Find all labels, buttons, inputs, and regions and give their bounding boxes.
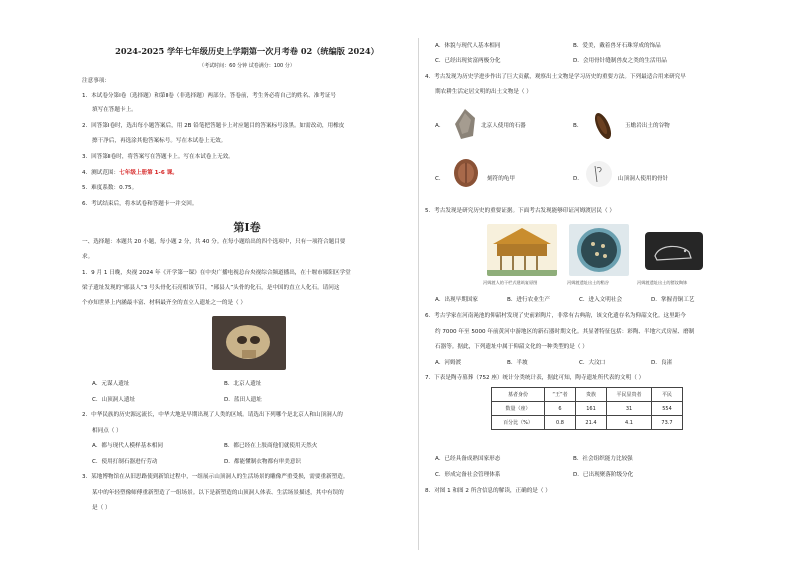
table-header-cell: 平民显贵者: [607, 388, 652, 402]
q4-stem-2: 期农耕生活定居文明的出土文物是（ ）: [435, 89, 532, 95]
q5-caption-1: 河姆渡人的干栏式建筑复原图: [483, 280, 538, 285]
note-2-cont: 擦干净后，再选涂其他答案标号。写在本试卷上无效。: [92, 138, 227, 144]
q2-option-b: B．都已经在上肢商他们就使用天然火: [224, 443, 318, 449]
q1-option-b: B．北京人遗址: [224, 381, 262, 387]
note-2: 2．回答第Ⅰ卷时，选出每小题答案后，用 2B 铅笔把答题卡上对应题目的答案标号涂黑。如需改动，用橡皮: [82, 123, 345, 129]
table-row: [492, 402, 683, 416]
table-cell: 21.4: [576, 416, 607, 430]
q4-option-c-letter: C．: [435, 176, 445, 182]
q1-option-d: D．蓝田人遗址: [224, 397, 262, 403]
table-cell: 百分比（%）: [492, 416, 545, 430]
section-intro: 一、选择题：本题共 20 小题，每小题 2 分，共 40 分。在每小题给出的四个选项中，只有一项符合题目要: [82, 239, 346, 245]
note-1: 1．本试卷分第Ⅰ卷（选择题）和第Ⅱ卷（非选择题）两部分。答卷前，考生务必将自己的姓名、准考证号: [82, 93, 337, 99]
bone-needle-image: [585, 160, 613, 188]
table-header-row: [492, 388, 683, 402]
q7-option-d: D．已出现聚落阶级分化: [573, 472, 634, 478]
q6-option-c: C．大汶口: [579, 360, 606, 366]
q6-option-b: B．半坡: [507, 360, 528, 366]
q1-stem-3: 个亦知世界上内涵最丰富、材料最齐全的直立人遗址之一的是（ ）: [82, 300, 246, 306]
note-5: 5．难度系数：0.75。: [82, 185, 138, 191]
q5-option-c: C．进入文明社会: [579, 297, 623, 303]
q4-option-b-letter: B．: [573, 123, 583, 129]
q6-stem-1: 6．考古学家在河南渑池的仰韶村发现了史前彩陶片，非常有古典韵，该文化遗存名为仰韶文化。这里距今: [425, 313, 686, 319]
q5-option-b: B．进行农业生产: [507, 297, 550, 303]
skull-fossil-image: [212, 316, 286, 370]
grain-image: [587, 108, 621, 142]
q3-option-d: D．会用骨针缝制兽皮之类的生活用品: [573, 58, 667, 64]
section-intro-cont: 求。: [82, 254, 94, 260]
q4-option-b: 玉蟾岩出土的谷物: [625, 123, 670, 129]
burial-stats-table: [491, 387, 683, 430]
q3-option-a: A．体貌与现代人基本相同: [435, 43, 501, 49]
q2-option-a: A．都与现代人模样基本相同: [92, 443, 163, 449]
q4-option-a: 北京人使用的石器: [481, 123, 526, 129]
q2-option-d: D．都能懂制衣物都有审美意识: [224, 459, 302, 465]
column-divider: [418, 38, 419, 550]
q6-option-d: D．良渚: [651, 360, 673, 366]
exam-subtitle: （考试时间：60 分钟 试卷满分：100 分）: [199, 63, 295, 69]
q4-option-c: 刻符的龟甲: [487, 176, 515, 182]
note-3: 3．回答第Ⅱ卷时，将答案写在答题卡上。写在本试卷上无效。: [82, 154, 234, 160]
q1-option-c: C．山顶洞人遗址: [92, 397, 136, 403]
q7-stem: 7．下表是陶寺墓葬（752 座）统计分类统计表，据此可知，陶寺遗址所代表的文明（ ）: [425, 375, 645, 381]
table-cell: 6: [545, 402, 576, 416]
q3-option-c: C．已经出现贫富两极分化: [435, 58, 501, 64]
q5-option-a: A．出现早期国家: [435, 297, 478, 303]
q6-stem-2: 约 7000 年至 5000 年前黄河中游地区的新石器时期文化。其显著特征包括：彩陶、半地穴式房屋、磨制: [435, 329, 695, 335]
q6-option-a: A．河姆渡: [435, 360, 462, 366]
q5-caption-3: 河姆渡遗址出土的猪纹陶钵: [637, 280, 688, 285]
table-cell: 73.7: [652, 416, 683, 430]
q4-option-a-letter: A．: [435, 123, 445, 129]
q4-option-d-letter: D．: [573, 176, 583, 182]
table-header-cell: 平民: [652, 388, 683, 402]
rice-grain-image: [569, 224, 629, 276]
q6-stem-3: 石器等。据此，下列遗址中属于仰韶文化的一种类型的是（ ）: [435, 344, 588, 350]
q5-option-d: D．掌握青铜工艺: [651, 297, 695, 303]
q3-stem-3: 是（ ）: [92, 505, 111, 511]
table-cell: 31: [607, 402, 652, 416]
q3-option-b: B．爱美，戴着兽牙石珠穿成的饰品: [573, 43, 661, 49]
table-row: [492, 416, 683, 430]
stilt-house-image: [487, 224, 557, 276]
stone-tool-image: [453, 108, 477, 140]
q1-stem-2: 梁子遗址发现的“郧县人”3 号头骨化石亮相该节目，“郧县人”头骨的化石，是中国的直立人化石。请问这: [82, 285, 340, 291]
exam-title: 2024-2025 学年七年级历史上学期第一次月考卷 02（统编版 2024）: [115, 46, 379, 56]
q3-stem-2: 某中的年轻塑像师傅重新塑造了一组场景。以下是新塑造的山顶洞人体表、生活场景描述，其中有误的: [92, 490, 344, 496]
test-range: 七年级上册第 1-6 课。: [119, 170, 178, 176]
q8-stem: 8．对图 1 和图 2 所含信息的解读，正确的是（ ）: [425, 488, 551, 494]
table-header-cell: 墓者身份: [492, 388, 545, 402]
q7-option-c: C．形成完备社会管理体系: [435, 472, 501, 478]
table-cell: 0.8: [545, 416, 576, 430]
table-cell: 数量（座）: [492, 402, 545, 416]
q2-stem-1: 2．中华民族的历史源远流长，中华大地是早期出现了人类的区域。请选出下列哪个是北京人和山顶洞人的: [82, 412, 343, 418]
notes-heading: 注意事项：: [82, 78, 110, 84]
table-header-cell: “王”者: [545, 388, 576, 402]
table-cell: 4.1: [607, 416, 652, 430]
q5-stem: 5．考古发现是研究历史的重要证据。下面考古发现能够印证河姆渡居民（ ）: [425, 208, 615, 214]
q1-stem-1: 1．9 月 1 日晚，央视 2024 年《开学第一课》在中央广播电视总台央视综合频道播出，在十堰市郧阳区学堂: [82, 270, 351, 276]
q4-option-d: 山顶洞人使用的骨针: [618, 176, 669, 182]
note-4-prefix: 4．测试范围：: [82, 170, 120, 176]
section-juan-title: 第Ⅰ卷: [233, 221, 261, 234]
q7-option-b: B．社会组织能力比较强: [573, 456, 633, 462]
note-4: [82, 170, 178, 177]
note-6: 6．考试结束后，将本试卷和答题卡一并交回。: [82, 201, 198, 207]
oracle-shell-image: [451, 157, 481, 189]
table-header-cell: 贵族: [576, 388, 607, 402]
table-cell: 554: [652, 402, 683, 416]
right-column: [425, 0, 725, 562]
table-cell: 161: [576, 402, 607, 416]
left-column: [82, 0, 412, 562]
q3-stem-1: 3．某地博物馆在从旧思路使到新馆过程中，一组展示山顶洞人的生活场景的雕像严重受损，需要重新塑造。: [82, 474, 349, 480]
q5-caption-2: 河姆渡遗址出土的稻谷: [567, 280, 609, 285]
q4-stem-1: 4．考古发现为历史学进步作出了巨大贡献，观察出土文物是学习历史的重要方法。下列最适合用来研究早: [425, 74, 686, 80]
q2-option-c: C．使用打制石器进行劳动: [92, 459, 158, 465]
note-1-cont: 填写在答题卡上。: [92, 107, 137, 113]
q7-option-a: A．已经具备成熟国家形态: [435, 456, 501, 462]
q2-stem-2: 相同点（ ）: [92, 428, 122, 434]
pig-pottery-bowl-image: [639, 224, 709, 276]
q1-option-a: A．元谋人遗址: [92, 381, 130, 387]
